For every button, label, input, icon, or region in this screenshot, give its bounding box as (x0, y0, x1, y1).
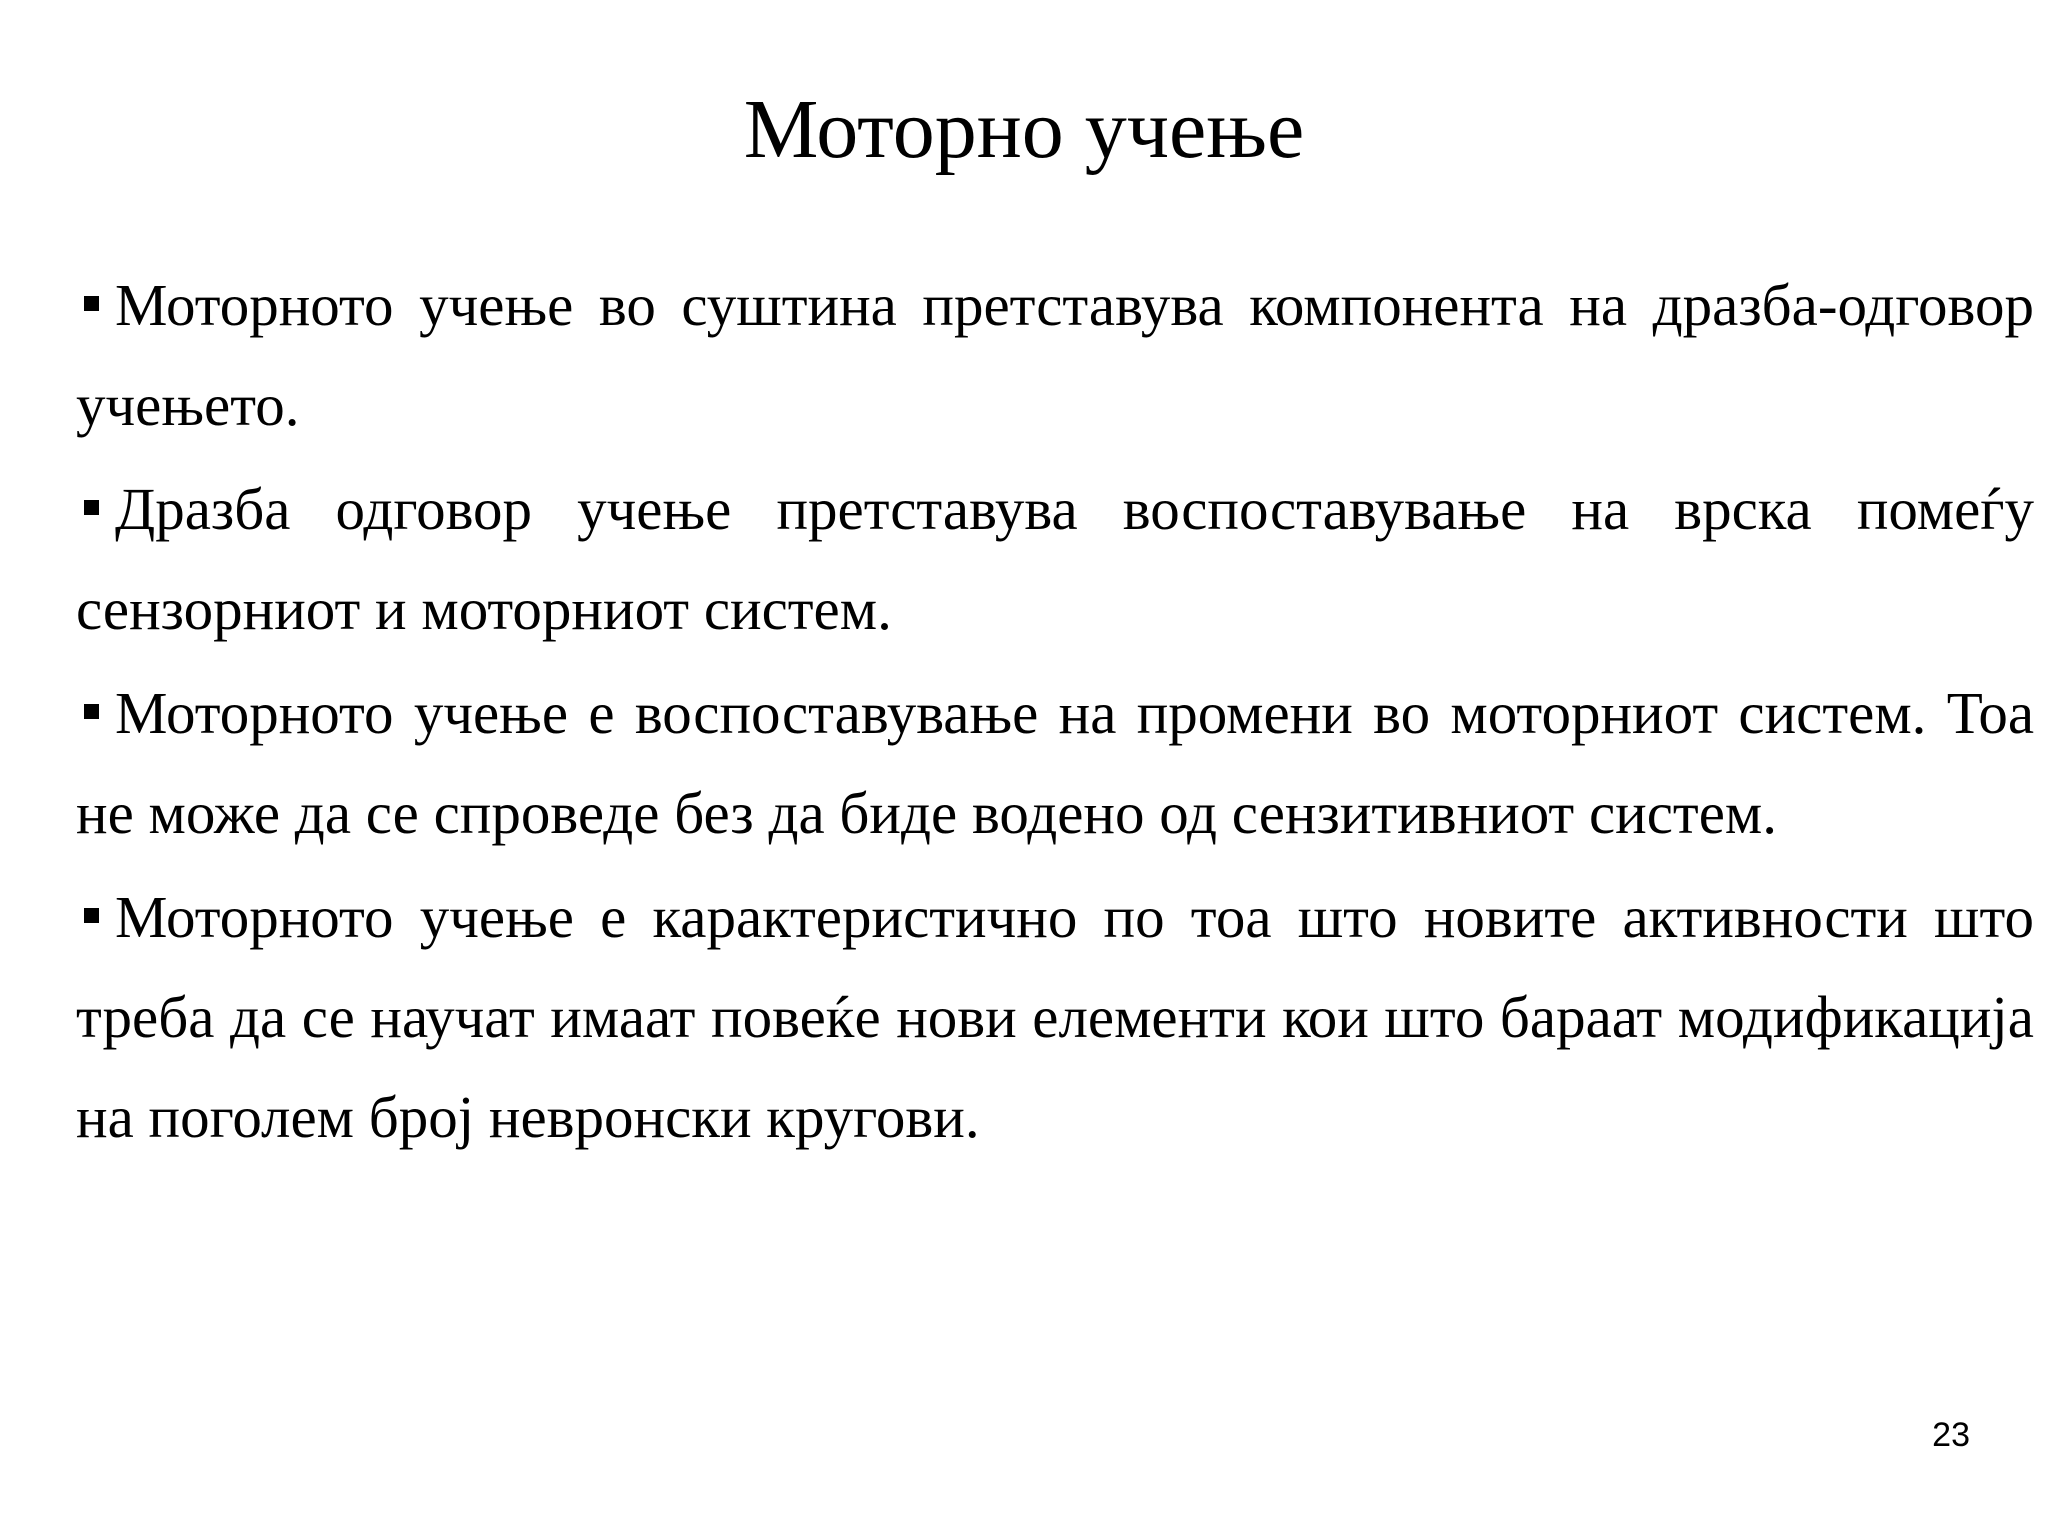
slide-title: Моторно учење (743, 83, 1305, 176)
bullet-item-3 (76, 663, 2034, 863)
bullet-item-2 (76, 459, 2034, 659)
page-number: 23 (1932, 1416, 1970, 1454)
square-bullet-icon (84, 704, 99, 719)
bullet-item-4 (76, 867, 2034, 1167)
bullet-text-3: Моторното учење е воспоставување на промени во моторниот систем. Тоа не може да се спроведе без да биде водено од сензитивниот систем. (76, 680, 2034, 846)
square-bullet-icon (84, 500, 99, 515)
bullet-text-1: Моторното учење во суштина претставува компонента на дразба-одговор учењето. (76, 272, 2034, 438)
square-bullet-icon (84, 908, 99, 923)
bullet-text-2: Дразба одговор учење претставува воспоставување на врска помеѓу сензорниот и моторниот систем. (76, 476, 2034, 642)
square-bullet-icon (84, 296, 99, 311)
bullet-list (76, 255, 2034, 1171)
bullet-text-4: Моторното учење е карактеристично по тоа што новите активности што треба да се научат имаат повеќе нови елементи кои што бараат модификација на поголем број невронски кругови. (76, 884, 2034, 1150)
bullet-item-1 (76, 255, 2034, 455)
